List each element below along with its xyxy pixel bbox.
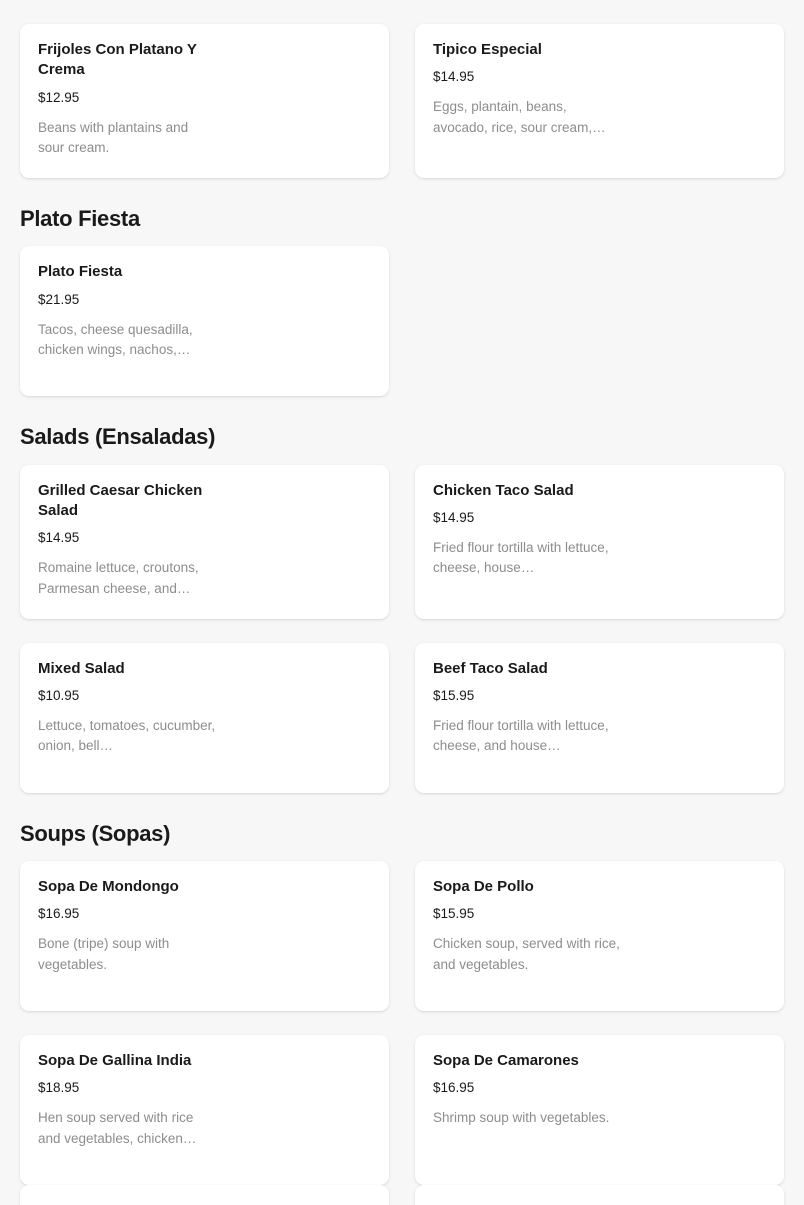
menu-item-price: $14.95 — [38, 530, 80, 546]
menu-grid — [20, 246, 784, 396]
menu-item-card[interactable] — [415, 465, 784, 619]
section-heading: Plato Fiesta — [20, 206, 140, 231]
menu-item-description: Eggs, plantain, beans, avocado, rice, sour cream,… — [433, 99, 606, 135]
top-spacer — [20, 0, 784, 24]
menu-item-price: $18.95 — [38, 1080, 80, 1096]
menu-item-description: Tacos, cheese quesadilla, chicken wings, nachos,… — [38, 321, 193, 357]
menu-section-next-partial — [20, 1185, 784, 1205]
menu-item-name: Grilled Caesar Chicken Salad — [38, 481, 203, 520]
menu-item-card[interactable] — [20, 643, 389, 793]
menu-section-soups — [20, 821, 784, 1185]
menu-item-price: $16.95 — [433, 1080, 475, 1096]
menu-item-card[interactable] — [415, 1185, 784, 1205]
menu-item-description: Bone (tripe) soup with vegetables. — [38, 936, 170, 972]
menu-item-card[interactable] — [415, 861, 784, 1011]
menu-item-card[interactable] — [415, 1035, 784, 1185]
menu-item-price: $15.95 — [433, 688, 475, 704]
menu-item-price: $16.95 — [38, 906, 80, 922]
menu-section-top-continued — [20, 24, 784, 178]
menu-item-card[interactable] — [20, 1035, 389, 1185]
menu-item-name: Plato Fiesta — [38, 263, 123, 281]
menu-item-price: $14.95 — [433, 69, 475, 85]
menu-item-name: Chicken Taco Salad — [433, 481, 574, 499]
section-heading: Soups (Sopas) — [20, 820, 171, 846]
menu-section-plato-fiesta — [20, 206, 784, 396]
menu-item-price: $10.95 — [38, 688, 80, 704]
menu-item-price: $21.95 — [38, 291, 80, 307]
menu-item-description: Hen soup served with rice and vegetables, chicken… — [38, 1110, 197, 1146]
menu-item-card[interactable] — [20, 246, 389, 396]
menu-grid — [20, 861, 784, 1185]
menu-item-description: Lettuce, tomatoes, cucumber, onion, bell… — [38, 718, 216, 754]
menu-grid — [20, 24, 784, 178]
menu-item-description: Fried flour tortilla with lettuce, cheese, and house… — [433, 718, 609, 754]
menu-item-price: $12.95 — [38, 89, 80, 105]
menu-item-name: Beef Taco Salad — [433, 659, 548, 677]
menu-grid — [20, 465, 784, 793]
menu-item-name: Sopa De Mondongo — [38, 878, 179, 896]
menu-item-price: $15.95 — [433, 906, 475, 922]
menu-item-description: Shrimp soup with vegetables. — [433, 1110, 610, 1126]
menu-item-card[interactable] — [20, 861, 389, 1011]
menu-item-name: Mixed Salad — [38, 659, 125, 677]
menu-item-description: Beans with plantains and sour cream. — [38, 119, 189, 155]
menu-item-card[interactable] — [20, 465, 389, 619]
menu-item-name: Frijoles Con Platano Y Crema — [38, 41, 197, 79]
menu-item-description: Fried flour tortilla with lettuce, cheese, house… — [433, 540, 609, 576]
menu-section-salads — [20, 424, 784, 792]
menu-grid — [20, 1185, 784, 1205]
menu-item-card[interactable] — [415, 24, 784, 178]
menu-item-card[interactable] — [20, 24, 389, 178]
menu-item-description: Romaine lettuce, croutons, Parmesan cheese, and… — [38, 560, 199, 596]
menu-item-name: Sopa De Camarones — [433, 1052, 579, 1070]
menu-item-card[interactable] — [20, 1185, 389, 1205]
menu-item-name: Tipico Especial — [433, 41, 542, 58]
menu-item-price: $14.95 — [433, 510, 475, 526]
section-heading: Salads (Ensaladas) — [20, 424, 216, 450]
menu-item-name: Sopa De Gallina India — [38, 1052, 192, 1070]
menu-item-card[interactable] — [415, 643, 784, 793]
menu-item-name: Sopa De Pollo — [433, 878, 534, 896]
menu-item-description: Chicken soup, served with rice, and vegetables. — [433, 936, 620, 972]
